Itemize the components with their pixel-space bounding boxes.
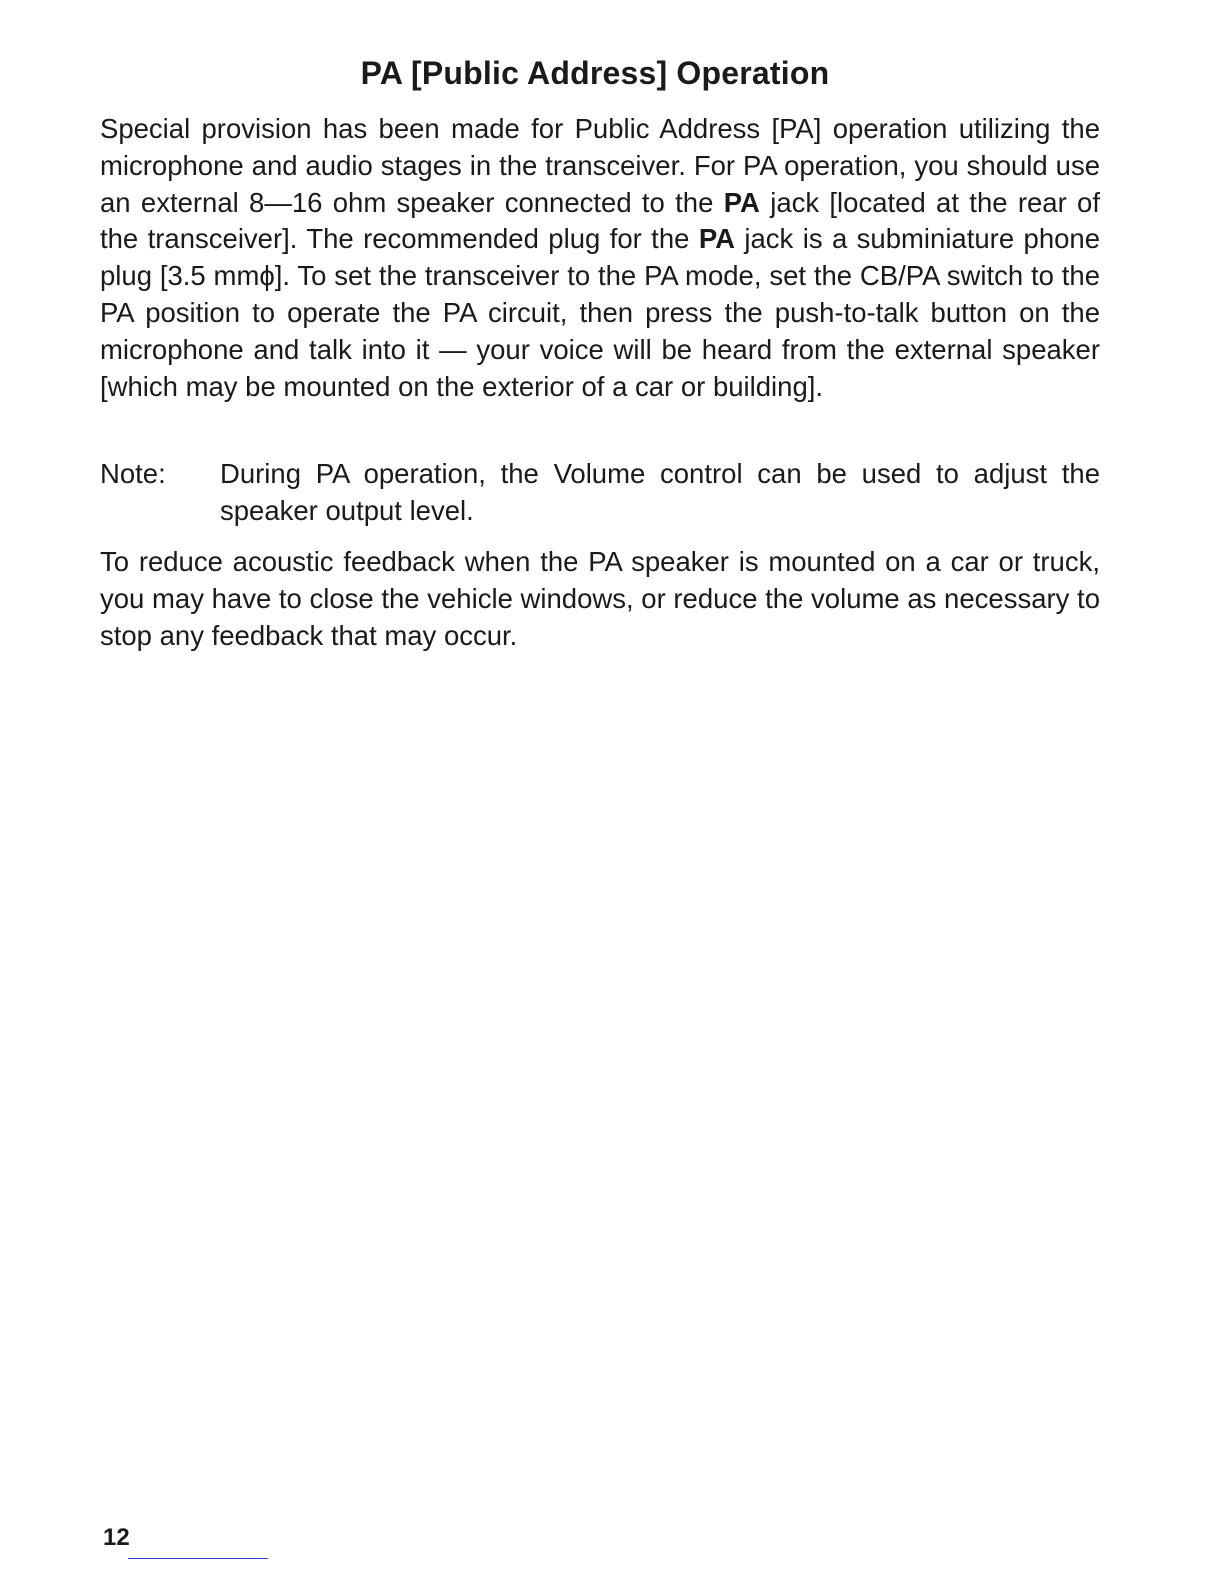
note-label: Note: bbox=[100, 458, 166, 489]
page-title: PA [Public Address] Operation bbox=[360, 55, 830, 92]
intro-text-1: Special provision has been made for Public Address [PA] operation utilizing the microphone and audio stages in the transceiver. For PA operation, you should use an external 8—16 ohm speaker connected to the bbox=[100, 113, 1100, 218]
intro-paragraph bbox=[100, 111, 1100, 405]
footer-rule bbox=[128, 1558, 268, 1559]
page-number: 12 bbox=[103, 1524, 130, 1551]
intro-text-3: jack is a subminiature phone plug [3.5 mmϕ]. To set the transceiver to the PA mode, set the CB/PA switch to the PA position to operate the PA circuit, then press the push-to-talk button on the microphone and talk into it — your voice will be heard from the external speaker [which may be mounted on the exterior of a car or building]. bbox=[100, 223, 1100, 402]
feedback-paragraph: To reduce acoustic feedback when the PA speaker is mounted on a car or truck, you may have to close the vehicle windows, or reduce the volume as necessary to stop any feedback that may occur. bbox=[100, 546, 1100, 651]
intro-text-2: jack [located at the rear of the transceiver]. The recommended plug for the bbox=[100, 186, 1100, 255]
pa-jack-bold-2: PA bbox=[698, 223, 735, 255]
pa-jack-bold-1: PA bbox=[723, 186, 760, 218]
note-text: During PA operation, the Volume control can be used to adjust the speaker output level. bbox=[220, 458, 1100, 526]
